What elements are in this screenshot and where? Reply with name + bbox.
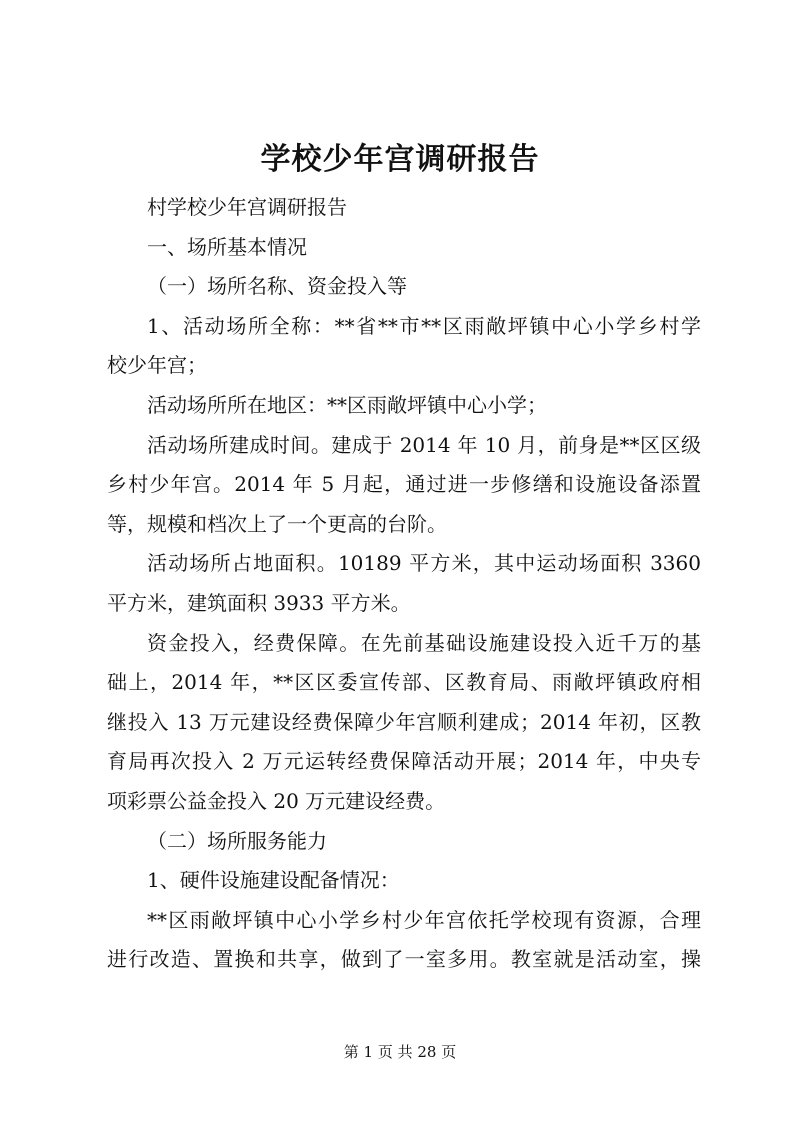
paragraph xyxy=(107,188,701,228)
paragraph-line: 活动场所所在地区：**区雨敞坪镇中心小学； xyxy=(147,392,547,417)
document-title: 学校少年宫调研报告 xyxy=(260,142,540,177)
paragraph xyxy=(107,426,701,545)
paragraph-line: 1、硬件设施建设配备情况： xyxy=(147,868,400,893)
paragraph xyxy=(107,901,701,980)
paragraph-line: 1、活动场所全称：**省**市**区雨敞坪镇中心小学乡村学 xyxy=(147,313,701,338)
paragraph-line: 础上，2014 年，**区区委宣传部、区教育局、雨敞坪镇政府相 xyxy=(107,670,701,695)
paragraph-line: 村学校少年宫调研报告 xyxy=(147,195,347,219)
paragraph-line: （二）场所服务能力 xyxy=(147,828,327,853)
paragraph-line: 平方米，建筑面积 3933 平方米。 xyxy=(107,590,411,615)
document-body xyxy=(107,188,701,980)
paragraph xyxy=(107,861,701,901)
paragraph xyxy=(107,386,701,426)
paragraph-line: 校少年宫； xyxy=(107,353,207,378)
paragraph-line: 活动场所建成时间。建成于 2014 年 10 月，前身是**区区级 xyxy=(147,432,701,457)
paragraph-line: 继投入 13 万元建设经费保障少年宫顺利建成；2014 年初，区教 xyxy=(107,709,701,734)
paragraph xyxy=(107,307,701,386)
paragraph-line: 乡村少年宫。2014 年 5 月起，通过进一步修缮和设施设备添置 xyxy=(107,472,701,497)
paragraph xyxy=(107,544,701,623)
paragraph xyxy=(107,267,701,307)
paragraph-line: 项彩票公益金投入 20 万元建设经费。 xyxy=(107,788,446,813)
paragraph-line: （一）场所名称、资金投入等 xyxy=(147,274,407,299)
paragraph-line: 一、场所基本情况 xyxy=(147,234,307,259)
page-footer: 第 1 页 共 28 页 xyxy=(343,1043,457,1061)
paragraph-line: 育局再次投入 2 万元运转经费保障活动开展；2014 年，中央专 xyxy=(107,749,701,774)
paragraph-line: 等，规模和档次上了一个更高的台阶。 xyxy=(107,511,447,536)
paragraph-line: 活动场所占地面积。10189 平方米，其中运动场面积 3360 xyxy=(147,551,701,576)
paragraph xyxy=(107,822,701,862)
paragraph xyxy=(107,624,701,822)
paragraph-line: **区雨敞坪镇中心小学乡村少年宫依托学校现有资源，合理 xyxy=(147,907,701,932)
paragraph-line: 进行改造、置换和共享，做到了一室多用。教室就是活动室，操 xyxy=(107,947,701,972)
paragraph xyxy=(107,228,701,268)
paragraph-line: 资金投入，经费保障。在先前基础设施建设投入近千万的基 xyxy=(147,630,701,655)
